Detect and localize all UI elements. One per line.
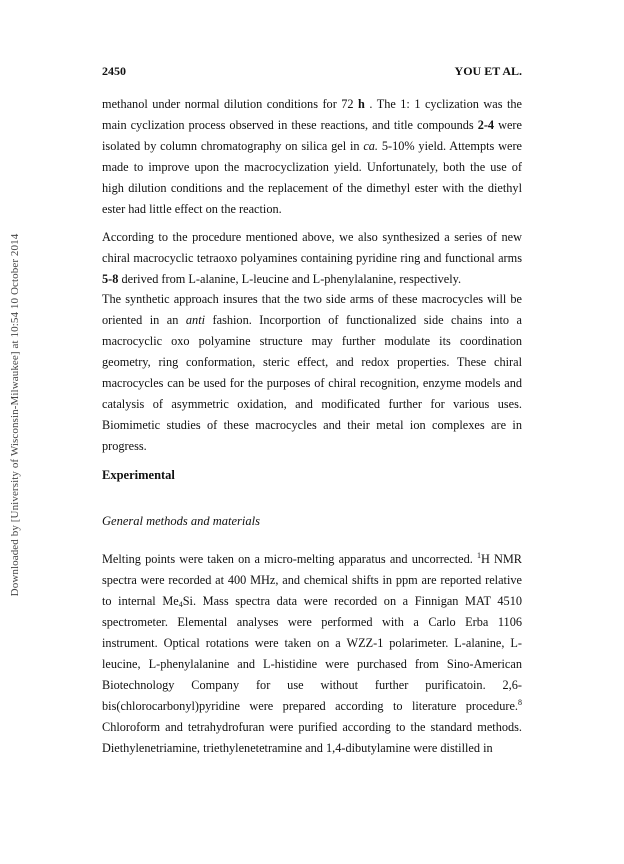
paragraph-cyclization bbox=[102, 94, 522, 220]
para1-text-2: . The 1: 1 cyclization was the main cyclization process observed in these reactions, and title compounds bbox=[102, 97, 522, 132]
para1-italic-ca: ca. bbox=[363, 139, 379, 153]
superscript-1: 1 bbox=[476, 551, 481, 560]
para1-text-3: were isolated by column chromatography on silica gel in bbox=[102, 118, 522, 153]
para3-text-2: fashion. Incorportion of functionalized side chains into a macrocyclic oxo polyamine structure may further modulate its coordination geometry, ring conformation, steric effect, and redox properties. These chiral macrocycles can be used for the purposes of chiral recognition, enzyme models and catalysis of asymmetric oxidation, and modificated further for various uses. Biomimetic studies of these macrocycles and their metal ion complexes are in progress. bbox=[102, 313, 522, 453]
para1-bold-h: h bbox=[358, 97, 365, 111]
para4-text-3: Si. Mass spectra data were recorded on a Finnigan MAT 4510 spectrometer. Elemental analyses were performed with a Carlo Erba 1106 instrument. Optical rotations were taken on a WZZ-1 polarimeter. L-alanine, L-leucine, L-phenylalanine and L-histidine were purchased from Sino-American Biotechnology Company for use without further purificatoin. 2,6-bis(chlorocarbonyl)pyridine were prepared according to literature procedure. bbox=[102, 594, 522, 713]
subsection-heading-methods: General methods and materials bbox=[102, 514, 260, 528]
section-heading-experimental: Experimental bbox=[102, 468, 175, 482]
para1-text-4: 5-10% yield. Attempts were made to improve upon the macrocyclization yield. Unfortunately, both the use of high dilution conditions and the replacement of the dimethyl ester with the diethyl ester had little effect on the reaction. bbox=[102, 139, 522, 216]
compound-ref-2-4: 2-4 bbox=[477, 118, 495, 132]
page-header bbox=[102, 64, 522, 82]
para4-text-2: H NMR spectra were recorded at 400 MHz, and chemical shifts in ppm are reported relative to internal Me bbox=[102, 552, 523, 608]
reference-8: 8 bbox=[518, 698, 522, 707]
paragraph-chiral-macrocycles bbox=[102, 227, 522, 290]
para3-italic-anti: anti bbox=[185, 313, 206, 327]
subscript-4: 4 bbox=[178, 600, 183, 609]
download-watermark bbox=[4, 190, 26, 640]
para1-text-1: methanol under normal dilution conditions for 72 bbox=[102, 97, 359, 111]
running-title: YOU ET AL. bbox=[454, 64, 522, 78]
para2-text-1: According to the procedure mentioned above, we also synthesized a series of new chiral macrocyclic tetraoxo polyamines containing pyridine ring and functional arms bbox=[102, 230, 522, 265]
para4-text-4: Chloroform and tetrahydrofuran were purified according to the standard methods. Diethylenetriamine, triethylenetetramine and 1,4-dibutylamine were distilled in bbox=[102, 720, 522, 755]
compound-ref-5-8: 5-8 bbox=[102, 272, 119, 286]
para4-text-1: Melting points were taken on a micro-melting apparatus and uncorrected. bbox=[102, 552, 477, 566]
para3-text-1: The synthetic approach insures that the two side arms of these macrocycles will be oriented in an bbox=[102, 292, 522, 327]
paragraph-general-methods bbox=[102, 549, 522, 759]
page-number: 2450 bbox=[102, 64, 126, 78]
paragraph-synthetic-approach bbox=[102, 289, 522, 457]
para2-text-2: derived from L-alanine, L-leucine and L-phenylalanine, respectively. bbox=[118, 272, 462, 286]
download-note: Downloaded by [University of Wisconsin-Milwaukee] at 10:54 10 October 2014 bbox=[9, 233, 21, 597]
